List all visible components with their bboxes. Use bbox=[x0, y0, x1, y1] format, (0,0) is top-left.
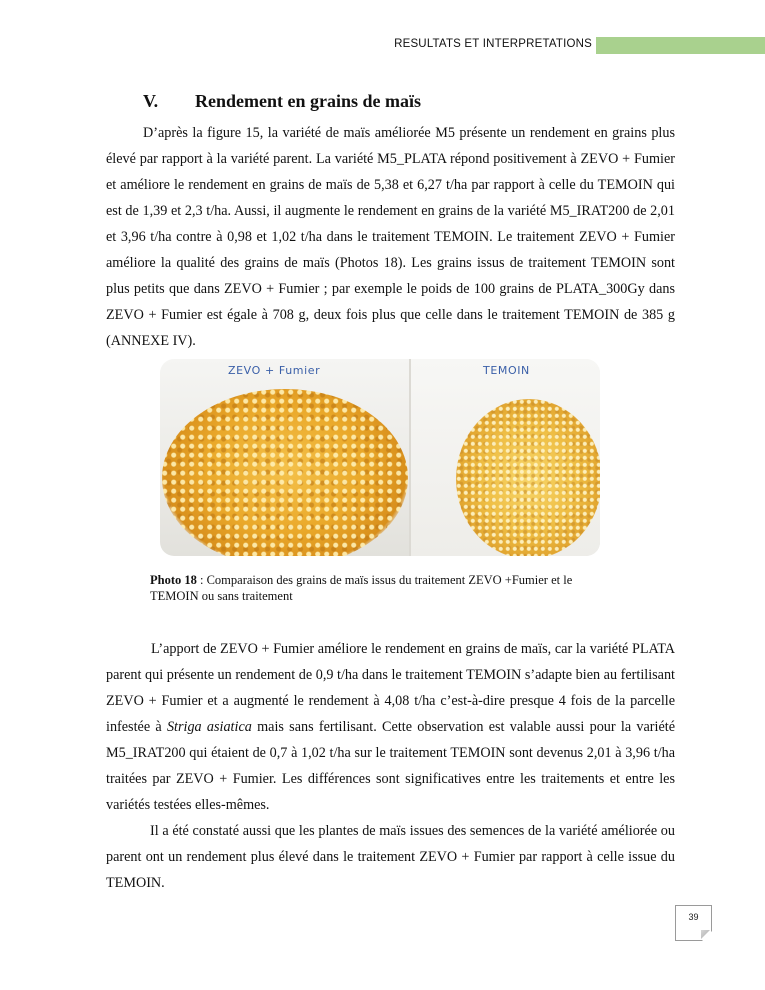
paragraph-3: Il a été constaté aussi que les plantes de maïs issues des semences de la variété améliorée ou parent ont un rendement plus élevé dans le traitement ZEVO + Fumier par rapport à celle issue du TEMOIN. bbox=[106, 823, 675, 891]
page-number: 39 bbox=[688, 912, 699, 922]
corn-pile-temoin bbox=[456, 399, 600, 556]
photo-label-temoin: TEMOIN bbox=[483, 364, 530, 377]
section-number: V. bbox=[143, 91, 159, 111]
paragraph-2-part-2: mais sans fertilisant. Cette observation est valable aussi pour la variété M5_IRAT200 qui étaient de 0,7 à 1,02 t/ha sur le traitement TEMOIN sont devenus 2,01 à 3,96 t/ha traitées par ZEVO + Fumier. Les différences sont significatives entre les traitements et entre les variétés testées elles-mêmes. bbox=[106, 719, 675, 813]
section-heading bbox=[143, 91, 421, 112]
running-header: RESULTATS ET INTERPRETATIONS bbox=[394, 38, 592, 50]
photo-caption bbox=[150, 572, 620, 604]
header-accent-bar bbox=[596, 37, 765, 54]
photo-18-corn-grains bbox=[160, 359, 600, 556]
photo-label-zevo-fumier: ZEVO + Fumier bbox=[228, 364, 321, 377]
corn-pile-zevo-fumier bbox=[162, 389, 408, 556]
paragraph-2-part-1: L’apport de ZEVO + Fumier améliore le rendement en grains de maïs, car la variété PLATA parent qui présente un rendement de 0,9 t/ha dans le traitement TEMOIN s’adapte bien au fertilisant ZEVO + Fumier et a augmenté le rendement à 4,08 t/ha c’est-à-dire presque 4 fois de la parcelle infestée à bbox=[106, 641, 675, 735]
photo-divider bbox=[409, 359, 411, 556]
page-number-box bbox=[675, 905, 712, 941]
paragraph-1: D’après la figure 15, la variété de maïs améliorée M5 présente un rendement en grains plus élevé par rapport à la variété parent. La variété M5_PLATA répond positivement à ZEVO + Fumier et améliore le rendement en grains de maïs de 5,38 et 6,27 t/ha par rapport à celle du TEMOIN qui est de 1,39 et 2,3 t/ha. Aussi, il augmente le rendement en grains de la variété M5_IRAT200 de 2,01 et 3,96 t/ha contre à 0,98 et 1,02 t/ha dans le traitement TEMOIN. Le traitement ZEVO + Fumier améliore la qualité des grains de maïs (Photos 18). Les grains issus de traitement TEMOIN sont plus petits que dans ZEVO + Fumier ; par exemple le poids de 100 grains de PLATA_300Gy dans ZEVO + Fumier est égale à 708 g, deux fois plus que celle dans le traitement TEMOIN de 385 g (ANNEXE IV). bbox=[106, 125, 675, 349]
caption-text: : Comparaison des grains de maïs issus du traitement ZEVO +Fumier et le TEMOIN ou sans traitement bbox=[150, 573, 573, 603]
section-title: Rendement en grains de maïs bbox=[195, 91, 421, 111]
paragraph-2-species: Striga asiatica bbox=[166, 719, 252, 735]
paragraph-2 bbox=[106, 636, 675, 818]
caption-label: Photo 18 bbox=[150, 573, 197, 587]
